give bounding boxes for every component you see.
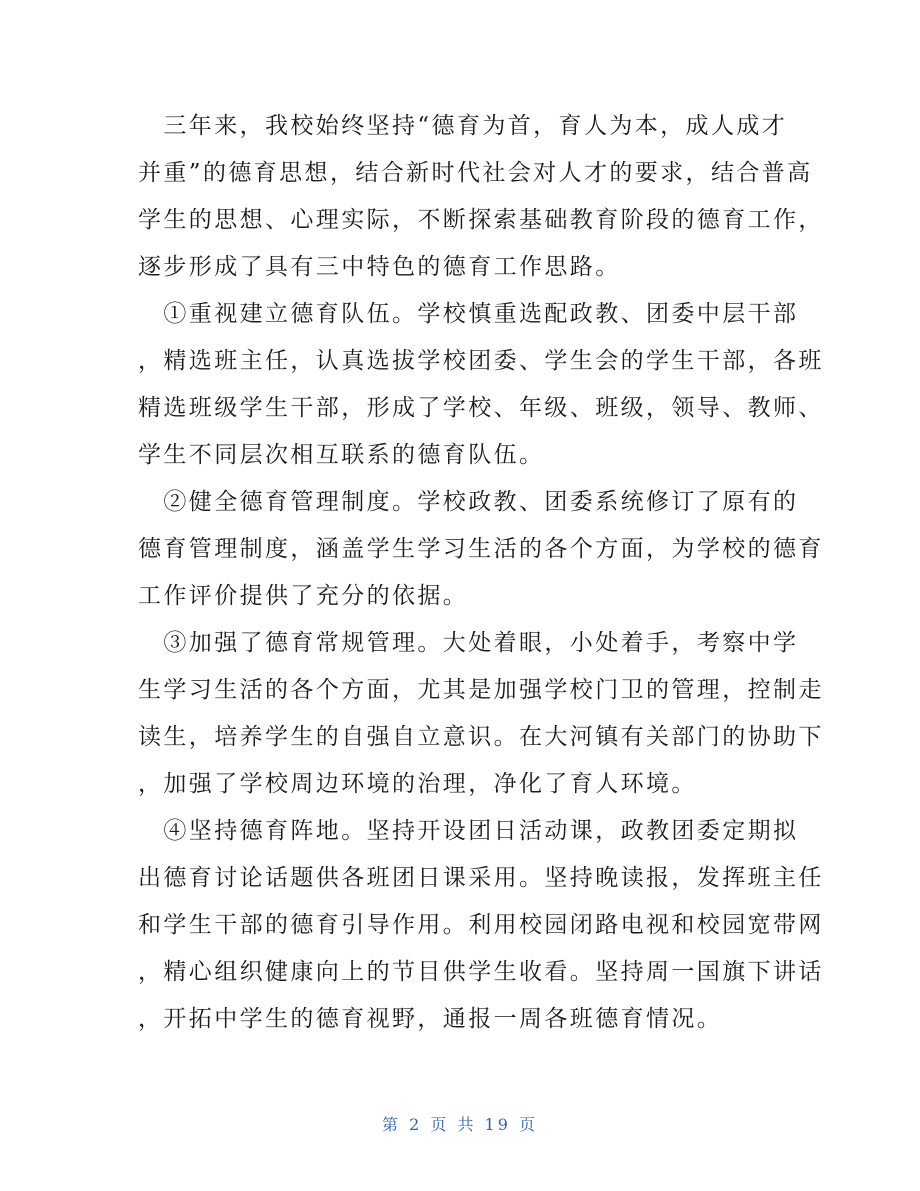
paragraph-line: ③加强了德育常规管理。大处着眼，小处着手，考察中学	[138, 630, 799, 656]
paragraph-line: 并重”的德育思想，结合新时代社会对人才的要求，结合普高	[138, 160, 813, 186]
paragraph-line: 学生不同层次相互联系的德育队伍。	[138, 442, 545, 468]
paragraph-line: ，加强了学校周边环境的治理，净化了育人环境。	[138, 771, 697, 797]
page-number-footer: 第 2 页 共 19 页	[382, 1115, 538, 1134]
document-body	[138, 103, 824, 1043]
paragraph-item-2	[138, 479, 824, 620]
paragraph-item-3	[138, 620, 824, 808]
paragraph-line: 逐步形成了具有三中特色的德育工作思路。	[138, 254, 621, 280]
paragraph-line: 德育管理制度，涵盖学生学习生活的各个方面，为学校的德育	[138, 536, 824, 562]
paragraph-item-4	[138, 808, 824, 1043]
paragraph-line: 和学生干部的德育引导作用。利用校园闭路电视和校园宽带网	[138, 912, 824, 938]
paragraph-line: 工作评价提供了充分的依据。	[138, 583, 469, 609]
paragraph-line: 生学习生活的各个方面，尤其是加强学校门卫的管理，控制走	[138, 677, 824, 703]
paragraph-line: ，精心组织健康向上的节目供学生收看。坚持周一国旗下讲话	[138, 959, 824, 985]
paragraph-line: ，开拓中学生的德育视野，通报一周各班德育情况。	[138, 1006, 723, 1032]
paragraph-item-1	[138, 291, 824, 479]
paragraph-line: 学生的思想、心理实际，不断探索基础教育阶段的德育工作，	[138, 207, 824, 233]
paragraph-line: ①重视建立德育队伍。学校慎重选配政教、团委中层干部	[138, 301, 799, 327]
paragraph-line: ④坚持德育阵地。坚持开设团日活动课，政教团委定期拟	[138, 818, 799, 844]
paragraph-line: 精选班级学生干部，形成了学校、年级、班级，领导、教师、	[138, 395, 824, 421]
paragraph-line: ，精选班主任，认真选拔学校团委、学生会的学生干部，各班	[138, 348, 824, 374]
paragraph-line: 读生，培养学生的自强自立意识。在大河镇有关部门的协助下	[138, 724, 824, 750]
paragraph-line: 三年来，我校始终坚持“德育为首，育人为本，成人成才	[138, 113, 788, 139]
paragraph-line: ②健全德育管理制度。学校政教、团委系统修订了原有的	[138, 489, 799, 515]
paragraph-intro	[138, 103, 824, 291]
paragraph-line: 出德育讨论话题供各班团日课采用。坚持晚读报，发挥班主任	[138, 865, 824, 891]
